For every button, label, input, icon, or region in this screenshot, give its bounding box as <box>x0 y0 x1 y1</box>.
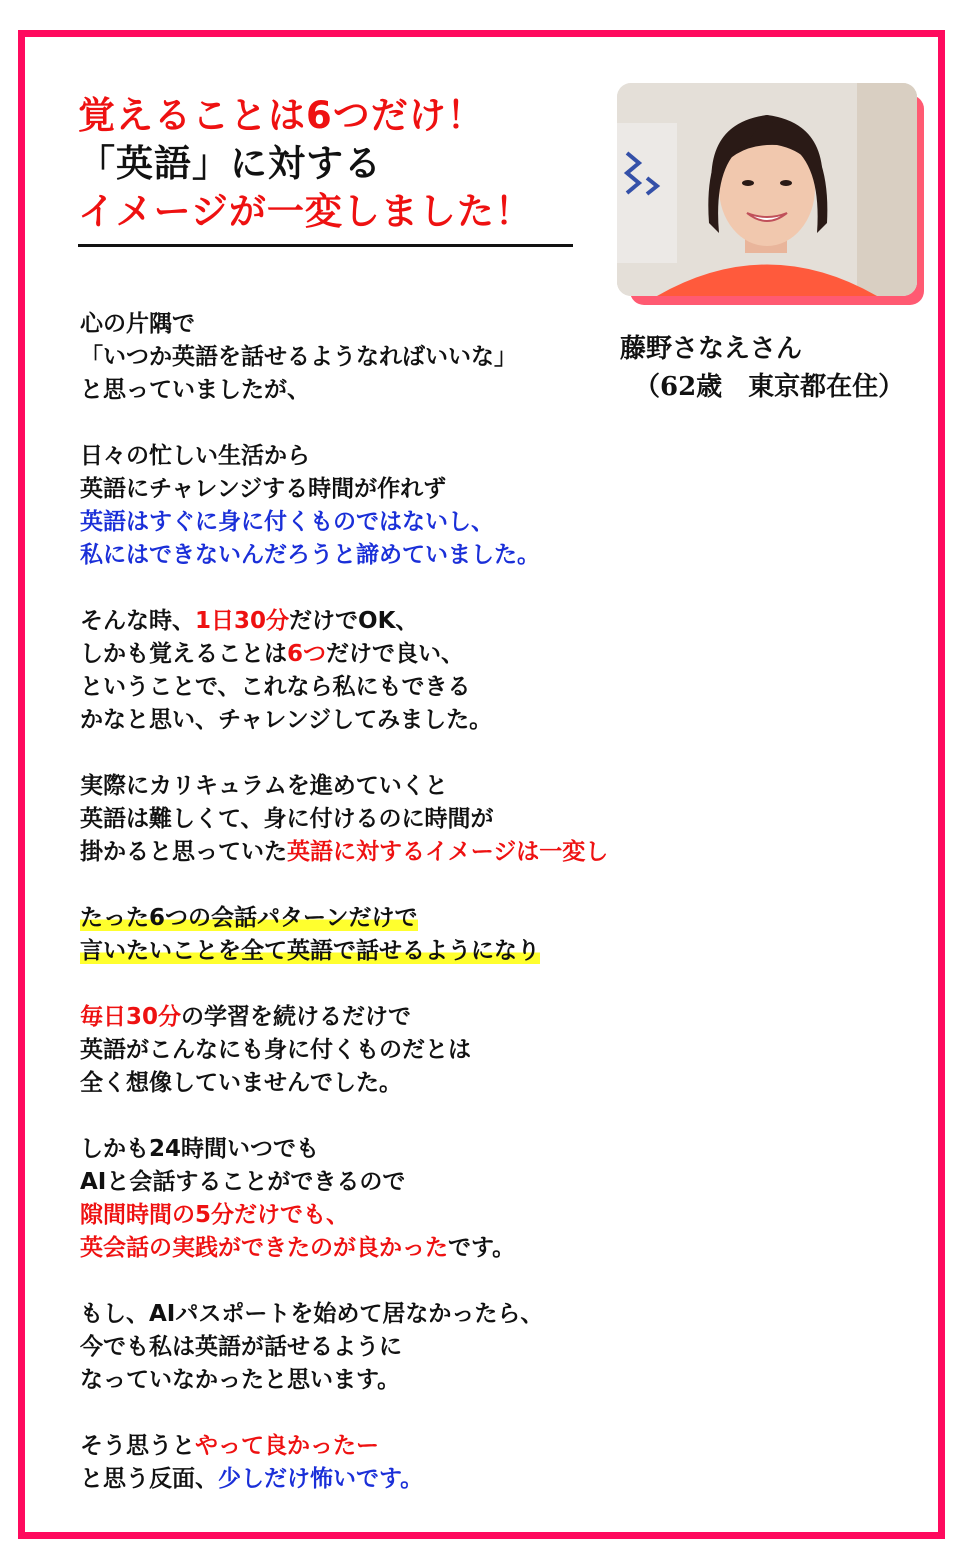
paragraph-5 <box>80 902 720 968</box>
text-line: かなと思い、チャレンジしてみました。 <box>80 707 493 733</box>
text-run: 掛かると思っていた <box>80 839 287 865</box>
text-line-highlighted <box>80 902 720 935</box>
text-run: です。 <box>448 1235 516 1261</box>
text-line-blue: 私にはできないんだろうと諦めていました。 <box>80 542 540 568</box>
highlighted-text: 言いたいことを全て英語で話せるようになり <box>80 938 540 964</box>
text-line: 全く想像していませんでした。 <box>80 1070 402 1096</box>
text-run-red: 1日30分 <box>195 608 290 634</box>
text-run: の学習を続けるだけで <box>181 1004 412 1030</box>
text-line <box>80 1001 720 1034</box>
text-line: 英語にチャレンジする時間が作れず <box>80 476 447 502</box>
text-run: そんな時、 <box>80 608 195 634</box>
headline-line-2: 「英語」に対する <box>78 142 382 185</box>
text-line <box>80 836 720 869</box>
paragraph-3 <box>80 605 720 737</box>
headline-line-3: イメージが一変しました！ <box>78 190 533 233</box>
highlighted-text: たった6つの会話パターンだけで <box>80 905 418 931</box>
text-line: ということで、これなら私にもできる <box>80 674 471 700</box>
text-line-highlighted <box>80 935 720 968</box>
text-line-red: 隙間時間の5分だけでも、 <box>80 1202 350 1228</box>
text-line: 実際にカリキュラムを進めていくと <box>80 773 448 799</box>
text-run: しかも覚えることは <box>80 641 287 667</box>
text-run-red: 英語に対するイメージは一変し <box>287 839 609 865</box>
text-run-blue: 少しだけ怖いです。 <box>218 1466 424 1492</box>
text-line <box>80 605 720 638</box>
paragraph-8 <box>80 1298 720 1397</box>
headline <box>78 92 578 236</box>
text-run: だけでOK、 <box>289 608 419 634</box>
paragraph-2 <box>80 440 720 572</box>
text-line: 英語は難しくて、身に付けるのに時間が <box>80 806 494 832</box>
text-line: 英語がこんなにも身に付くものだとは <box>80 1037 471 1063</box>
text-line <box>80 638 720 671</box>
text-line: しかも24時間いつでも <box>80 1136 320 1162</box>
paragraph-1 <box>80 308 720 407</box>
text-line: と思っていましたが、 <box>80 377 310 403</box>
text-line <box>80 1232 720 1265</box>
portrait-photo <box>617 83 917 296</box>
text-run-red: やって良かったー <box>195 1433 379 1459</box>
text-line: 日々の忙しい生活から <box>80 443 310 469</box>
paragraph-7 <box>80 1133 720 1265</box>
paragraph-6 <box>80 1001 720 1100</box>
text-run-red: 毎日30分 <box>80 1004 182 1030</box>
text-line: 「いつか英語を話せるようなればいいな」 <box>80 344 517 370</box>
text-line: 心の片隅で <box>80 311 195 337</box>
text-run: そう思うと <box>80 1433 195 1459</box>
text-line: もし、AIパスポートを始めて居なかったら、 <box>80 1301 544 1327</box>
paragraph-4 <box>80 770 720 869</box>
person-name: 藤野さなえさん <box>620 334 803 364</box>
testimonial-body <box>80 308 720 1529</box>
paragraph-9 <box>80 1430 720 1496</box>
person-detail: （62歳 東京都在住） <box>634 372 905 402</box>
text-run-red: 6つ <box>287 641 327 667</box>
text-run: と思う反面、 <box>80 1466 218 1492</box>
text-line <box>80 1463 720 1496</box>
text-line: 今でも私は英語が話せるように <box>80 1334 402 1360</box>
text-run-red: 英会話の実践ができたのが良かった <box>80 1235 448 1261</box>
text-line <box>80 1430 720 1463</box>
text-line-blue: 英語はすぐに身に付くものではないし、 <box>80 509 494 535</box>
headline-divider <box>78 244 573 247</box>
text-run: だけで良い、 <box>326 641 465 667</box>
text-line: AIと会話することができるので <box>80 1169 406 1195</box>
headline-line-1: 覚えることは6つだけ！ <box>78 94 485 137</box>
portrait-illustration <box>617 83 917 296</box>
text-line: なっていなかったと思います。 <box>80 1367 401 1393</box>
